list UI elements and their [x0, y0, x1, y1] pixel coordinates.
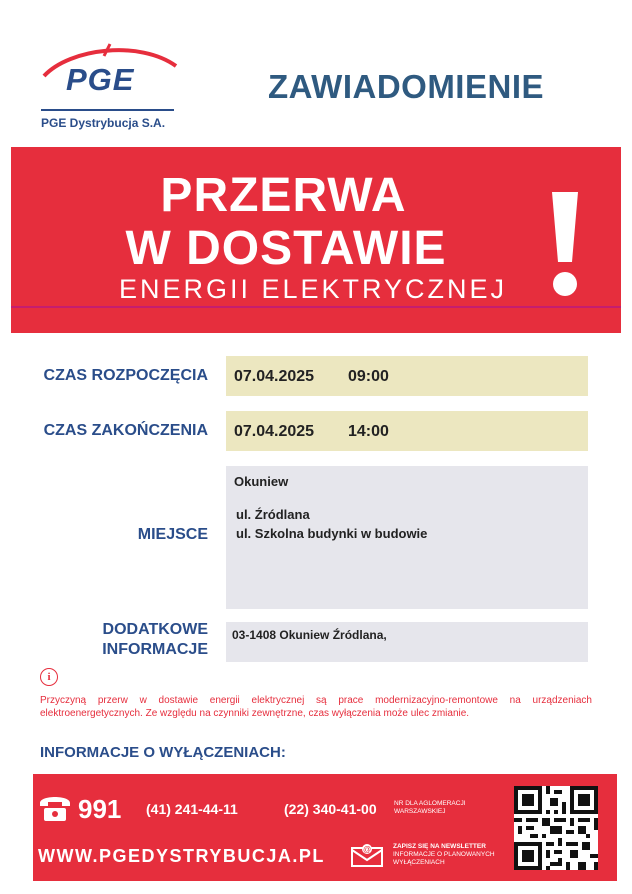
banner-line-1: PRZERWA — [160, 169, 407, 222]
exclamation-icon — [548, 188, 582, 300]
company-name: PGE Dystrybucja S.A. — [41, 116, 166, 130]
phone-emergency: 991 — [78, 794, 122, 824]
pge-logo-text: PGE — [66, 62, 135, 97]
place-field — [226, 466, 588, 609]
start-time-label: CZAS ROZPOCZĘCIA — [43, 367, 208, 384]
website-link[interactable]: WWW.PGEDYSTRYBUCJA.PL — [38, 846, 325, 866]
start-date-value: 07.04.2025 — [234, 368, 315, 385]
info-icon: i — [40, 668, 58, 686]
phone-warsaw-note-2: WARSZAWSKIEJ — [394, 808, 446, 815]
banner-line-2: W DOSTAWIE — [125, 222, 447, 275]
start-hour-value: 09:00 — [348, 368, 389, 385]
phone-number-warsaw: (22) 340-41-00 — [284, 801, 377, 817]
place-label: MIEJSCE — [137, 526, 208, 543]
end-time-label: CZAS ZAKOŃCZENIA — [43, 422, 208, 439]
end-hour-value: 14:00 — [348, 423, 389, 440]
outage-info-heading: INFORMACJE O WYŁĄCZENIACH: — [40, 744, 286, 761]
place-street-1: ul. Źródlana — [236, 507, 310, 522]
page-title: ZAWIADOMIENIE — [268, 68, 544, 105]
newsletter-sub-2: WYŁĄCZENIACH — [393, 859, 445, 866]
end-date-value: 07.04.2025 — [234, 423, 315, 440]
phone-warsaw-note-1: NR DLA AGLOMERACJI — [394, 800, 466, 807]
phone-number-kielce: (41) 241-44-11 — [146, 801, 238, 817]
place-street-2: ul. Szkolna budynki w budowie — [236, 526, 428, 541]
banner-line-3: ENERGII ELEKTRYCZNEJ — [118, 274, 508, 304]
phone-warsaw-note — [394, 800, 466, 816]
start-time-field — [226, 356, 588, 396]
newsletter-block[interactable] — [393, 843, 495, 867]
svg-text:@: @ — [362, 845, 372, 854]
newsletter-title: ZAPISZ SIĘ NA NEWSLETTER — [393, 843, 486, 850]
extra-info-label-1: DODATKOWE — [102, 621, 208, 638]
newsletter-sub-1: INFORMACJE O PLANOWANYCH — [393, 851, 495, 858]
envelope-icon — [350, 842, 384, 868]
phone-icon — [38, 793, 72, 823]
extra-info-field — [226, 622, 588, 662]
qr-code[interactable] — [514, 786, 598, 870]
place-town: Okuniew — [234, 474, 289, 489]
end-time-field — [226, 411, 588, 451]
extra-info-value: 03-1408 Okuniew Źródlana, — [232, 628, 387, 642]
outage-reason-note: Przyczyną przerw w dostawie energii elektrycznej są prace modernizacyjno-remontowe na urządzeniach elektroenergetycznych. Ze względu na czynniki zewnętrzne, czas wyłączenia może ulec zmianie. — [40, 695, 592, 719]
logo-divider — [41, 109, 174, 111]
extra-info-label-2: INFORMACJE — [102, 641, 208, 658]
banner-accent-line — [11, 306, 621, 308]
